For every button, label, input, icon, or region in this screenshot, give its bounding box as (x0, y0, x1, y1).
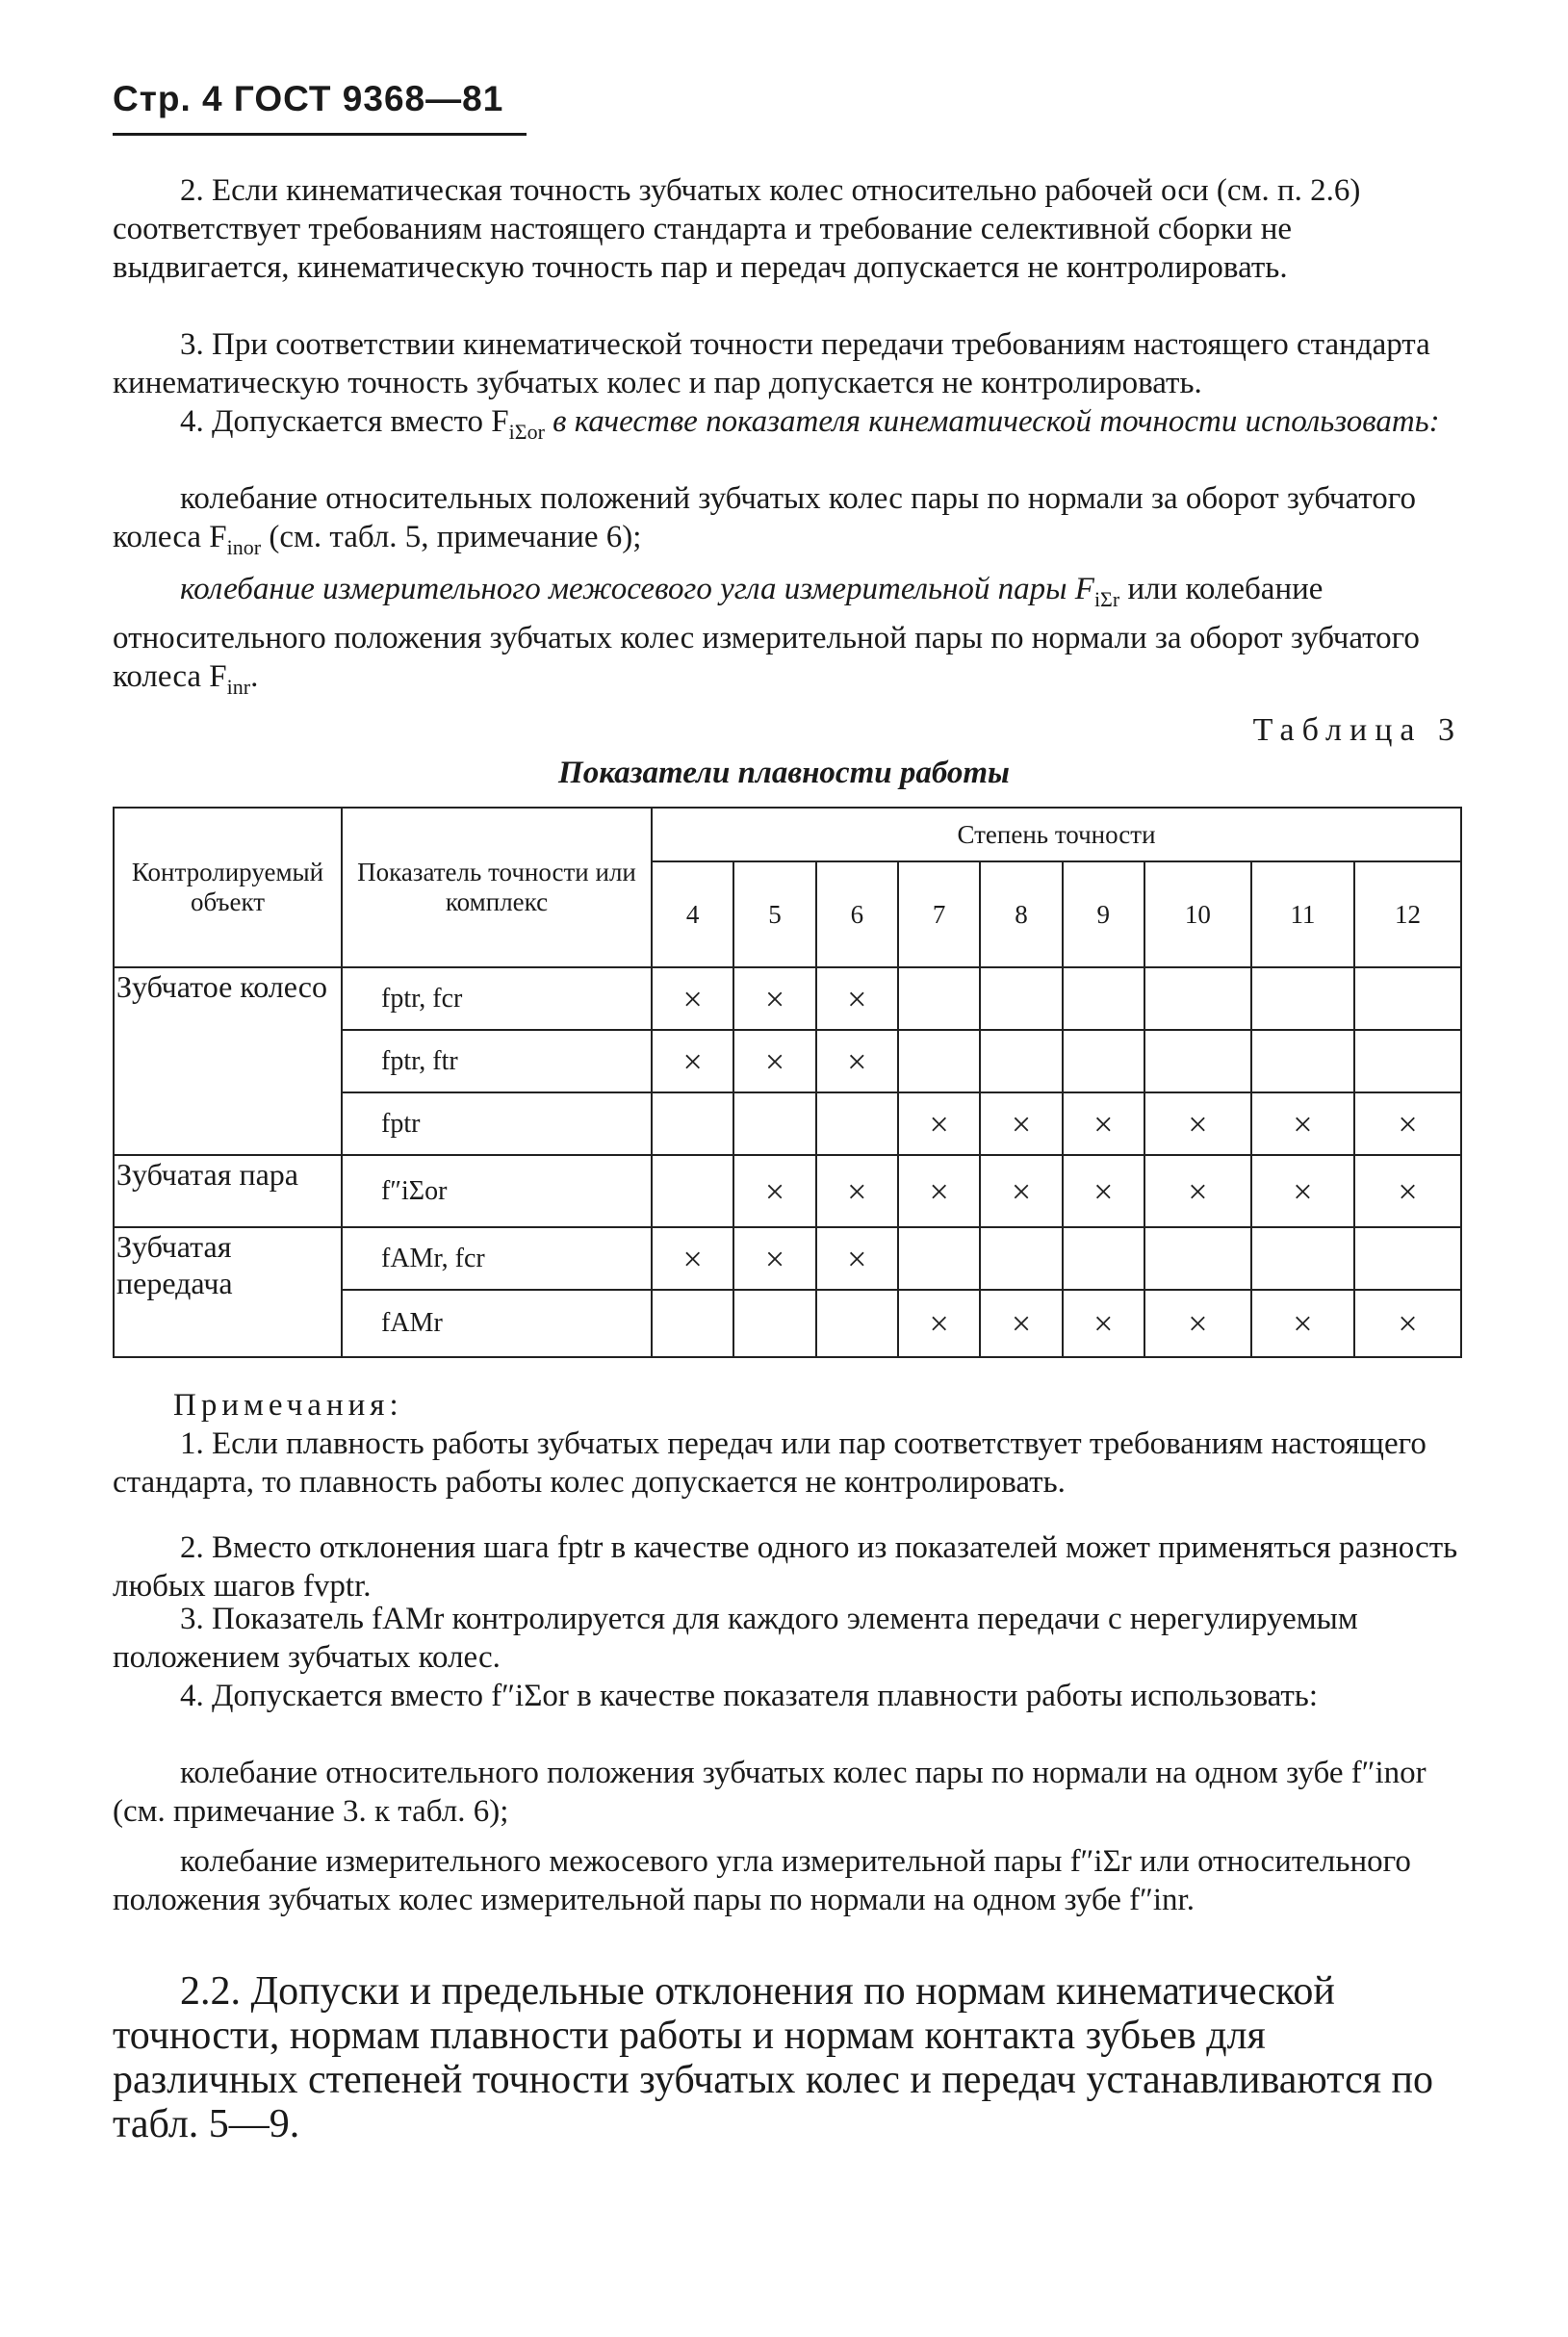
degree-cell: 11 (1251, 861, 1354, 967)
mark-cell: × (816, 967, 898, 1030)
indicator-cell: fptr, fcr (342, 967, 652, 1030)
note-4b: колебание измерительного межосевого угла измерительной пары f″iΣr или относительного положения зубчатых колес измерительной пары по нормали на одном зубе f″inr. (113, 1844, 1411, 1917)
degree-cell: 5 (733, 861, 815, 967)
degree-cell: 7 (898, 861, 980, 967)
mark-cell: × (1354, 1290, 1461, 1357)
indicator-cell: fptr (342, 1092, 652, 1155)
degree-cell: 8 (980, 861, 1062, 967)
mark-cell: × (1144, 1092, 1251, 1155)
header-rule (113, 133, 527, 136)
mark-cell: × (980, 1092, 1062, 1155)
mark-cell: × (816, 1227, 898, 1290)
mark-cell: × (1063, 1155, 1144, 1227)
object-cell: Зубчатая пара (114, 1155, 342, 1227)
indicator-cell: f″iΣor (342, 1155, 652, 1227)
col-object-header: Контролируемый объект (114, 808, 342, 967)
mark-cell: × (1354, 1092, 1461, 1155)
note-3: 3. Показатель fAMr контролируется для каждого элемента передачи с нерегулируемым положением зубчатых колес. (113, 1602, 1358, 1675)
degree-cell: 12 (1354, 861, 1461, 967)
mark-cell: × (898, 1155, 980, 1227)
mark-cell: × (816, 1155, 898, 1227)
page-header: Стр. 4 ГОСТ 9368—81 (113, 79, 504, 118)
degree-cell: 9 (1063, 861, 1144, 967)
object-cell: Зубчатое колесо (114, 967, 342, 1155)
mark-cell: × (898, 1290, 980, 1357)
note-4a: колебание относительного положения зубчатых колес пары по нормали на одном зубе f″inor (см. примечание 3. к табл. 6); (113, 1756, 1427, 1829)
precision-table (113, 807, 1462, 1358)
degree-cell: 6 (816, 861, 898, 967)
mark-cell: × (1144, 1155, 1251, 1227)
mark-cell: × (733, 1227, 815, 1290)
degree-cell: 4 (652, 861, 733, 967)
mark-cell: × (1251, 1155, 1354, 1227)
mark-cell: × (980, 1290, 1062, 1357)
col-degree-header: Степень точности (652, 808, 1461, 861)
mark-cell: × (733, 967, 815, 1030)
mark-cell: × (652, 1030, 733, 1092)
mark-cell: × (1063, 1092, 1144, 1155)
table-title: Показатели плавности работы (558, 756, 1010, 790)
note-4: 4. Допускается вместо f″iΣor в качестве показателя плавности работы использовать: (180, 1679, 1319, 1713)
note-1: 1. Если плавность работы зубчатых передач или пар соответствует требованиям настоящего стандарта, то плавность работы колес допускается не контролировать. (113, 1426, 1427, 1500)
mark-cell: × (1144, 1290, 1251, 1357)
col-indicator-header: Показатель точности или комплекс (342, 808, 652, 967)
indicator-cell: fptr, ftr (342, 1030, 652, 1092)
mark-cell: × (816, 1030, 898, 1092)
notes-title: Примечания: (173, 1388, 403, 1423)
indicator-cell: fAMr (342, 1290, 652, 1357)
mark-cell: × (733, 1030, 815, 1092)
paragraph-4: 4. Допускается вместо $F_{i\Sigma or}$ в качестве показателя кинематической точности использовать: (180, 404, 1440, 444)
mark-cell: × (733, 1155, 815, 1227)
section-2-2: 2.2. Допуски и предельные отклонения по нормам кинематической точности, нормам плавности работы и нормам контакта зубьев для различных степеней точности зубчатых колес и передач устанавливаются по табл. 5—9. (113, 1969, 1434, 2146)
mark-cell: × (980, 1155, 1062, 1227)
mark-cell: × (652, 967, 733, 1030)
paragraph-2: 2. Если кинематическая точность зубчатых колес относительно рабочей оси (см. п. 2.6) соответствует требованиям настоящего стандарта и требование селективной сборки не выдвигается, кинематическую точность пар и передач допускается не контролировать. (113, 173, 1361, 285)
mark-cell: × (898, 1092, 980, 1155)
mark-cell: × (1251, 1290, 1354, 1357)
paragraph-3: 3. При соответствии кинематической точности передачи требованиям настоящего стандарта кинематическую точность зубчатых колес и пар допускается не контролировать. (113, 327, 1430, 400)
degree-cell: 10 (1144, 861, 1251, 967)
indicator-cell: fAMr, fcr (342, 1227, 652, 1290)
mark-cell: × (652, 1227, 733, 1290)
note-2: 2. Вместо отклонения шага fptr в качестве одного из показателей может применяться разность любых шагов fvptr. (113, 1530, 1458, 1604)
table-label: Таблица 3 (1252, 712, 1462, 748)
mark-cell: × (1063, 1290, 1144, 1357)
paragraph-4b: колебание измерительного межосевого угла измерительной пары $F_{i\Sigma r}$ или колебание относительного положения зубчатых колес измерительной пары по нормали за оборот зубчатого колеса $F_{inr}$. (113, 572, 1420, 699)
mark-cell: × (1251, 1092, 1354, 1155)
object-cell: Зубчатая передача (114, 1227, 342, 1357)
mark-cell: × (1354, 1155, 1461, 1227)
paragraph-4a: колебание относительных положений зубчатых колес пары по нормали за оборот зубчатого колеса $F_{inor}$ (см. табл. 5, примечание 6); (113, 481, 1416, 559)
